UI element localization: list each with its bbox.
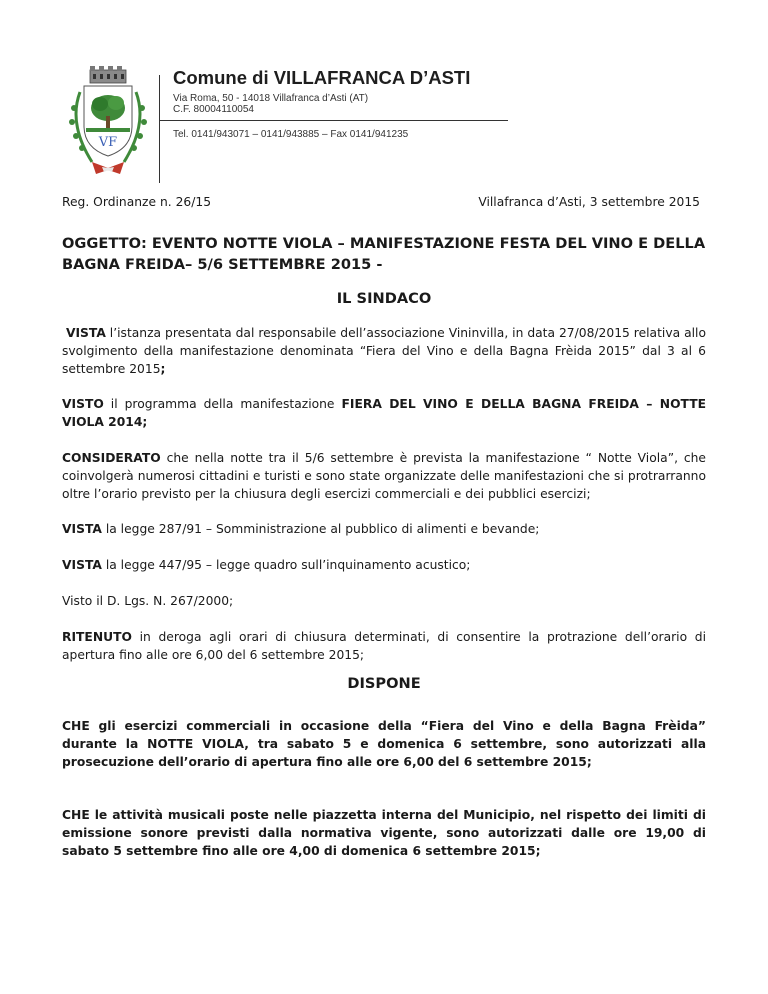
paragraph-vista-legge-287: [62, 520, 706, 538]
paragraph-tail: ;: [160, 362, 166, 376]
heading-dispone: DISPONE: [347, 675, 421, 692]
municipal-crest-icon: [62, 64, 154, 182]
paragraph-lead: VISTA: [62, 522, 102, 536]
contact-numbers: Tel. 0141/943071 – 0141/943885 – Fax 0141/941235: [173, 129, 409, 140]
paragraph-visto-programma: [62, 395, 706, 431]
paragraph-ritenuto: [62, 628, 706, 664]
paragraph-text: l’istanza presentata dal responsabile dell’associazione Vininvilla, in data 27/08/2015 relativa allo svolgimento della manifestazione denominata “Fiera del Vino e della Bagna Frèida 2015” dal 3 al 6 settembre 2015: [62, 326, 706, 376]
paragraph-vista-legge-447: [62, 556, 706, 574]
paragraph-text: la legge 287/91 – Somministrazione al pubblico di alimenti e bevande;: [101, 522, 540, 536]
address-line: Via Roma, 50 - 14018 Villafranca d’Asti (AT): [173, 93, 369, 104]
place-and-date: Villafranca d’Asti, 3 settembre 2015: [478, 195, 700, 209]
paragraph-lead: VISTO: [62, 397, 104, 411]
comune-name: Comune di VILLAFRANCA D’ASTI: [173, 67, 471, 88]
paragraph-dispone-esercizi: CHE gli esercizi commerciali in occasione della “Fiera del Vino e della Bagna Frèida” durante la NOTTE VIOLA, tra sabato 5 e domenica 6 settembre, sono autorizzati alla prosecuzione dell’orario di apertura fino alle ore 6,00 del 6 settembre 2015;: [62, 719, 706, 769]
paragraph-text: che nella notte tra il 5/6 settembre è prevista la manifestazione “ Notte Viola”, che coinvolgerà numerosi cittadini e turisti e sono state organizzate delle manifestazioni che si protrarranno oltre l’orario previsto per la chiusura degli esercizi commerciali e dei pubblici esercizi;: [62, 451, 706, 501]
heading-il-sindaco: IL SINDACO: [336, 290, 432, 307]
crest-letters: VF: [98, 135, 118, 150]
paragraph-considerato: [62, 449, 706, 503]
ordinance-reg-number: Reg. Ordinanze n. 26/15: [62, 195, 212, 209]
paragraph-text: il programma della manifestazione: [103, 397, 342, 411]
paragraph-lead: VISTA: [65, 326, 106, 340]
paragraph-text: in deroga agli orari di chiusura determinati, di consentire la protrazione dell’orario di apertura fino alle ore 6,00 del 6 settembre 2015;: [62, 630, 706, 662]
fiscal-code: C.F. 80004110054: [173, 104, 254, 115]
paragraph-visto-dlgs: Visto il D. Lgs. N. 267/2000;: [62, 594, 234, 608]
paragraph-lead: VISTA: [62, 558, 102, 572]
paragraph-lead: RITENUTO: [62, 630, 132, 644]
paragraph-lead: CONSIDERATO: [62, 451, 161, 465]
header-vertical-divider: [159, 75, 160, 183]
paragraph-vista-istanza: [62, 324, 706, 378]
header-horizontal-divider: [160, 120, 508, 121]
paragraph-dispone-musica: CHE le attività musicali poste nelle piazzetta interna del Municipio, nel rispetto dei limiti di emissione sonore previsti dalla normativa vigente, sono autorizzati dalle ore 19,00 di sabato 5 settembre fino alle ore 4,00 di domenica 6 settembre 2015;: [62, 808, 706, 858]
paragraph-bold-text: FIERA DEL VINO E DELLA BAGNA FREIDA – NOTTE VIOLA 2014;: [62, 397, 706, 429]
subject-heading: OGGETTO: EVENTO NOTTE VIOLA – MANIFESTAZIONE FESTA DEL VINO E DELLA BAGNA FREIDA– 5/6 SETTEMBRE 2015 -: [62, 235, 706, 273]
paragraph-text: la legge 447/95 – legge quadro sull’inquinamento acustico;: [101, 558, 471, 572]
